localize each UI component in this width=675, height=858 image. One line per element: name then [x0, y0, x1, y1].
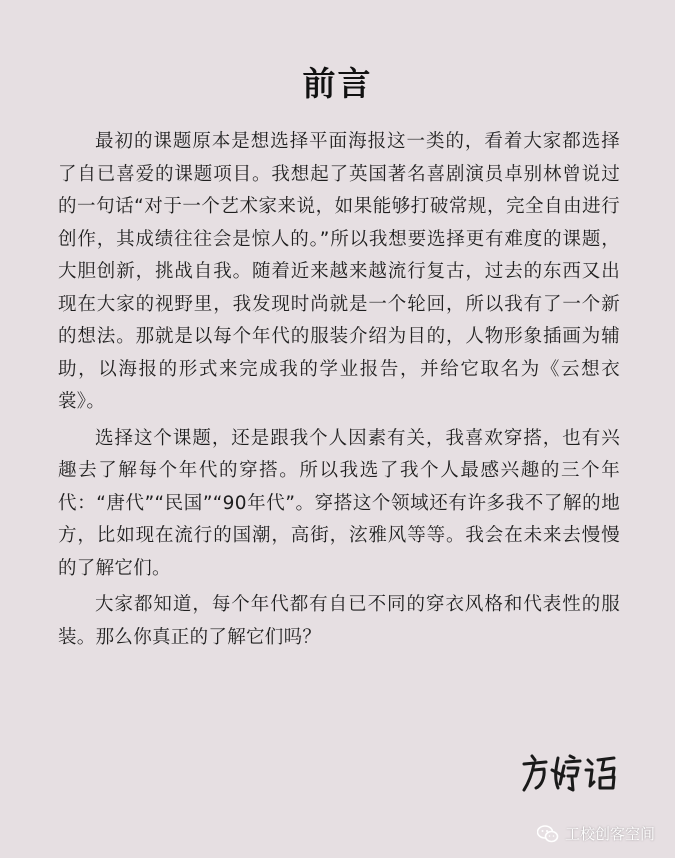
paragraph-1: 最初的课题原本是想选择平面海报这一类的，看着大家都选择了自已喜爱的课题项目。我想起了英国著名喜剧演员卓别林曾说过的一句话“对于一个艺术家来说，如果能够打破常规，完全自由进行创作，其成绩往往会是惊人的。”所以我想要选择更有难度的课题，大胆创新，挑战自我。随着近来越来越流行复古，过去的东西又出现在大家的视野里，我发现时尚就是一个轮回，所以我有了一个新的想法。那就是以每个年代的服装介绍为目的，人物形象插画为辅助，以海报的形式来完成我的学业报告，并给它取名为《云想衣裳》。	[58, 131, 620, 412]
paragraph-3: 大家都知道，每个年代都有自已不同的穿衣风格和代表性的服装。那么你真正的了解它们吗？	[58, 594, 620, 648]
page-title: 前言	[302, 64, 373, 103]
watermark	[537, 823, 655, 844]
wechat-icon	[537, 825, 559, 843]
body-text	[58, 126, 620, 658]
paragraph-2: 选择这个课题，还是跟我个人因素有关，我喜欢穿搭，也有兴趣去了解每个年代的穿搭。所以我选了我个人最感兴趣的三个年代：“唐代”“民国”“90年代”。穿搭这个领域还有许多我不了解的地方，比如现在流行的国潮，高街，泫雅风等等。我会在未来去慢慢的了解它们。	[58, 427, 620, 579]
watermark-text: 工校创客空间	[564, 825, 655, 843]
handwritten-signature	[520, 748, 620, 796]
